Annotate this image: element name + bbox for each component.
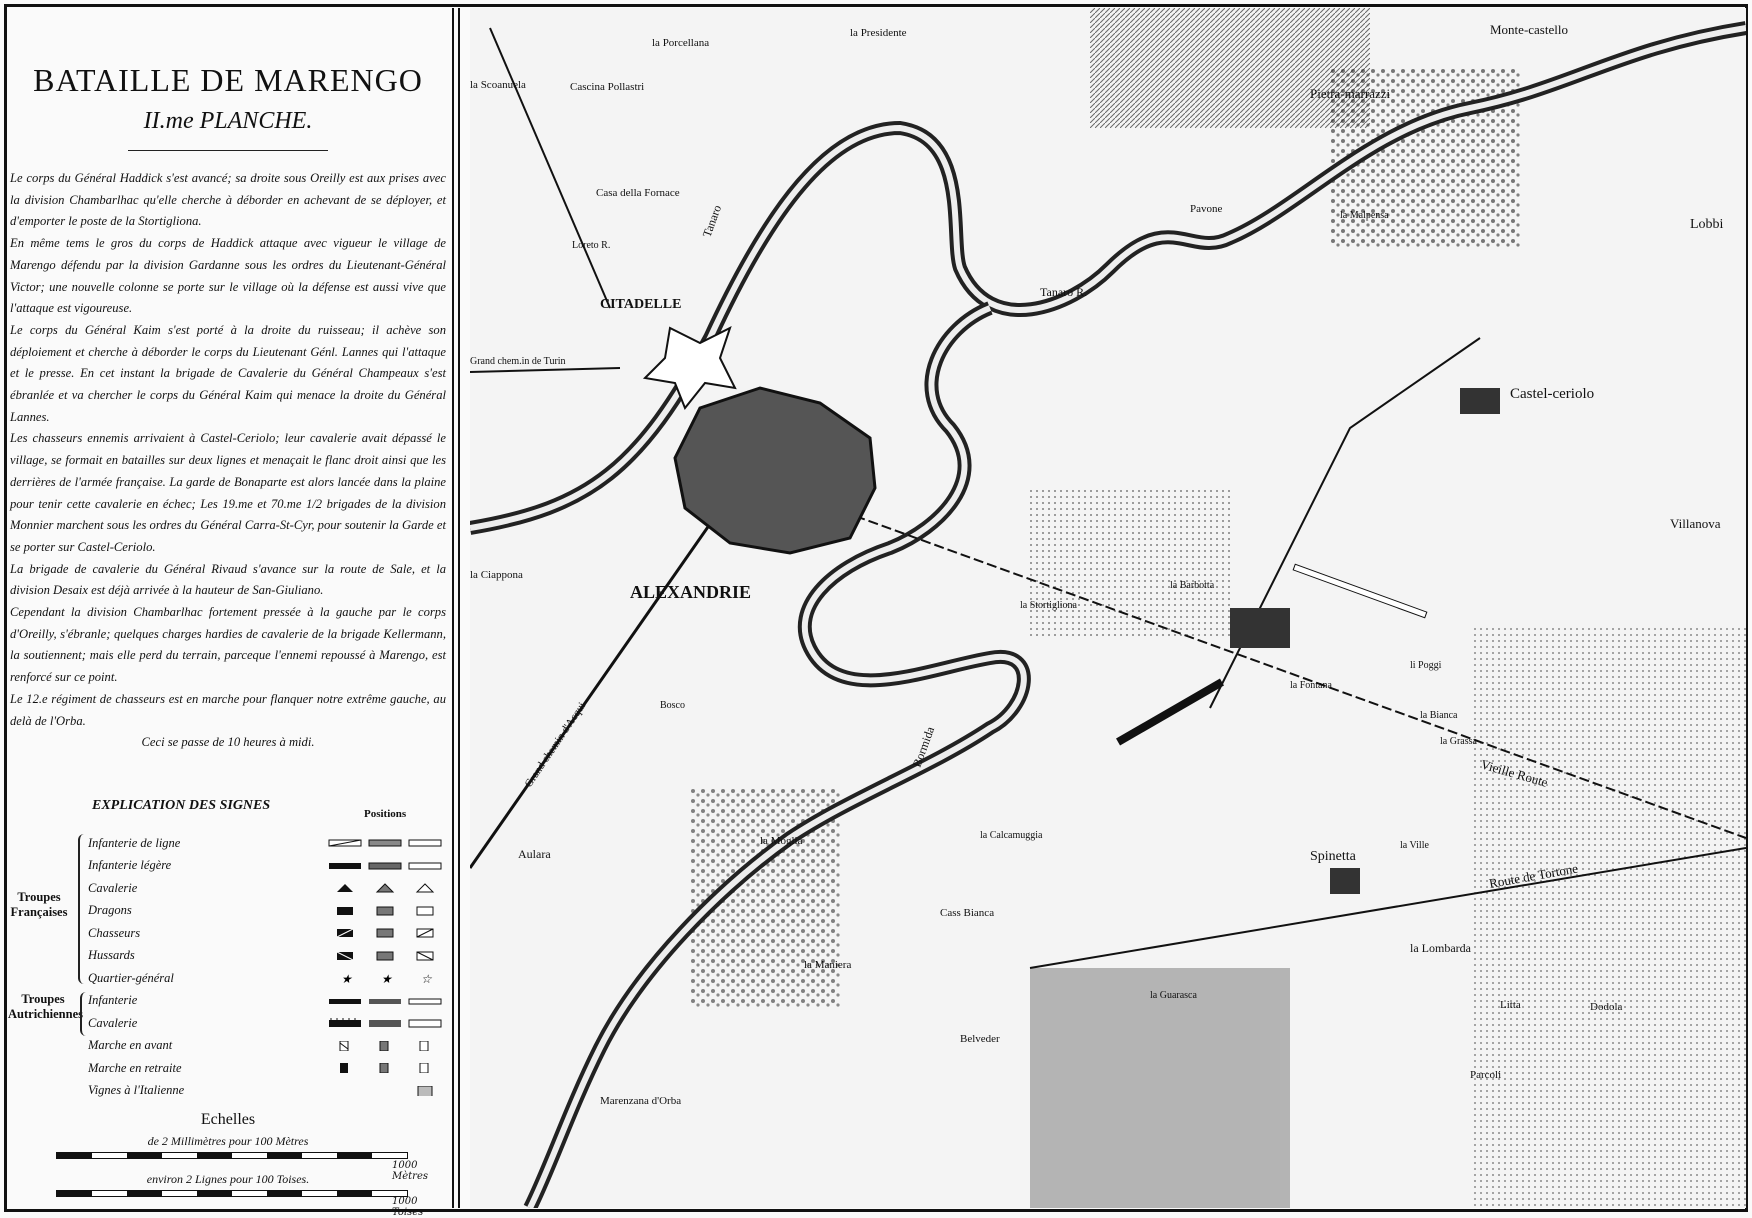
label-citadelle: CITADELLE	[600, 297, 682, 312]
line-infantry-icon	[368, 838, 402, 848]
legend-label: Chasseurs	[88, 925, 141, 940]
legend-brace-french	[78, 834, 88, 984]
legend-label: Hussards	[88, 948, 135, 963]
legend-title: EXPLICATION DES SIGNES	[92, 798, 271, 813]
label-spinetta: Spinetta	[1310, 849, 1356, 864]
label-la-malpensa: la Malpensa	[1340, 210, 1389, 221]
toises-scale-bar	[56, 1190, 408, 1197]
label-la-lombarda: la Lombarda	[1410, 941, 1471, 955]
cavalry-icon	[368, 883, 402, 893]
svg-text:★: ★	[381, 973, 392, 984]
map-subtitle: II.me PLANCHE.	[143, 108, 313, 134]
vineyard-plain	[1470, 628, 1746, 1208]
metric-scale-caption: de 2 Millimètres pour 100 Mètres	[147, 1134, 309, 1148]
hussars-icon	[408, 951, 442, 961]
narrative-paragraph: Ceci se passe de 10 heures à midi.	[141, 735, 315, 750]
legend-row-austrian-cavalry	[88, 1012, 448, 1035]
label-pavone: Pavone	[1190, 203, 1223, 215]
label-vieille-route: Vieille Route	[1479, 756, 1550, 790]
hussars-icon	[328, 951, 362, 961]
narrative-paragraph: Le corps du Général Kaim s'est porté à la droite du ruisseau; il achève son déploiement et cherche à déborder le corps du Lieutenant Génl. Lannes qui l'attaque et le presse. En cet instant la brigade de Cavalerie du Général Champeaux s'est ébranlée et va chercher le corps du Général Kaim qui menace la droite du Général Lannes.	[10, 322, 446, 424]
chasseurs-icon	[328, 928, 362, 938]
label-loreto: Loreto R.	[572, 240, 611, 251]
legend-row-headquarters	[88, 967, 448, 990]
legend-row-dragoons	[88, 900, 448, 923]
label-tanaro-r: Tanaro R.	[1040, 285, 1088, 299]
austrian-infantry-icon	[368, 996, 402, 1006]
title-rule	[128, 150, 328, 151]
label-pietra-marrazzi: Pietra-marrazzi	[1310, 86, 1391, 101]
legend-label: Infanterie de ligne	[88, 835, 181, 850]
legend-row-chasseurs	[88, 922, 448, 945]
label-belvedere: Belveder	[960, 1033, 1000, 1045]
retreat-arrow-icon	[328, 1063, 362, 1073]
battle-map	[470, 8, 1746, 1208]
label-la-stortigliona: la Stortigliona	[1020, 600, 1077, 611]
legend-label: Dragons	[88, 903, 132, 918]
legend-row-light-infantry	[88, 855, 448, 878]
legend-positions-header: Positions	[364, 808, 407, 820]
vines-icon	[408, 1086, 442, 1096]
svg-text:★: ★	[341, 973, 352, 984]
legend-row-austrian-infantry	[88, 990, 448, 1013]
label-la-ville: la Ville	[1400, 840, 1429, 851]
legend-row-advance	[88, 1035, 448, 1058]
star-icon	[328, 973, 362, 983]
metric-scale-end: 1000 Mètres	[392, 1160, 429, 1182]
label-la-ciappona: la Ciappona	[470, 569, 523, 581]
legend-label: Infanterie légère	[88, 858, 172, 873]
legend-row-vines	[88, 1080, 448, 1103]
legend-label: Quartier-général	[88, 970, 174, 985]
light-infantry-icon	[408, 861, 442, 871]
panel-divider	[452, 8, 460, 1208]
label-dodola: Dodola	[1590, 1001, 1623, 1013]
austrian-infantry-icon	[408, 996, 442, 1006]
svg-text:☆: ☆	[421, 973, 432, 984]
legend-label: Infanterie	[88, 993, 138, 1008]
label-cascina-pollastri: Cascina Pollastri	[570, 81, 645, 93]
spinetta-village	[1330, 868, 1360, 894]
label-grand-chemin-turin: Grand chem.in de Turin	[470, 356, 566, 367]
retreat-arrow-icon	[408, 1063, 442, 1073]
label-castel-ceriolo: Castel-ceriolo	[1510, 386, 1595, 402]
label-cass-bianca: Cass Bianca	[940, 907, 995, 919]
label-la-barbotta: la Barbotta	[1170, 580, 1215, 591]
austrian-cavalry-icon	[368, 1018, 402, 1028]
map-drawing	[470, 8, 1746, 1208]
label-alexandrie: ALEXANDRIE	[630, 582, 752, 602]
dragoons-icon	[368, 906, 402, 916]
metric-scale-bar	[56, 1152, 408, 1159]
castelceriolo-village	[1460, 388, 1500, 414]
map-title: BATAILLE DE MARENGO	[33, 62, 423, 98]
label-la-grassa: la Grassa	[1440, 736, 1477, 747]
label-marenzana: Marenzana d'Orba	[600, 1095, 682, 1107]
legend-label: Marche en retraite	[88, 1060, 182, 1075]
label-grand-chemin-acqui: Grand chemin d'Acqui	[522, 700, 589, 790]
austrian-cavalry-icon	[408, 1018, 442, 1028]
narrative-paragraph: Cependant la division Chambarlhac fortement pressée à la gauche par le corps d'Oreilly, s'ébranle; quelques charges hardies de cavalerie de la brigade Kellermann, la soutiennent; mais elle perd du terrain, parceque l'ennemi repoussé à Marengo, est renforcé sur ce point.	[10, 605, 446, 685]
toises-scale-end: 1000 Toises	[392, 1196, 424, 1218]
marengo-village	[1230, 608, 1290, 648]
toises-scale-caption: environ 2 Lignes pour 100 Toises.	[146, 1172, 310, 1186]
narrative-paragraph: En même tems le gros du corps de Haddick attaque avec vigueur le village de Marengo défendu par la division Gardanne sous les ordres du Lieutenant-Général Victor; une nouvelle colonne se porte sur le village où la défense est aussi vive que l'attaque est vigoureuse.	[10, 236, 446, 316]
label-la-moglia: la Moglia	[760, 835, 803, 847]
label-la-porcellana: la Porcellana	[652, 37, 710, 49]
label-casa-della-fornace: Casa della Fornace	[596, 187, 680, 199]
star-icon	[408, 973, 442, 983]
label-litta: Litta	[1500, 999, 1521, 1011]
retreat-arrow-icon	[368, 1063, 402, 1073]
legend-group-french: Troupes Françaises	[10, 890, 68, 919]
label-la-scoanuela: la Scoanuela	[470, 79, 526, 91]
label-monte-castello: Monte-castello	[1490, 22, 1568, 37]
label-lobbi: Lobbi	[1690, 217, 1724, 232]
label-bosco: Bosco	[660, 700, 685, 711]
hussars-icon	[368, 951, 402, 961]
label-route-tortone: Route de Tortone	[1487, 860, 1579, 891]
battle-narrative	[10, 168, 446, 754]
chasseurs-icon	[368, 928, 402, 938]
cavalry-icon	[408, 883, 442, 893]
label-la-presidente: la Presidente	[850, 27, 907, 39]
label-la-guarasca: la Guarasca	[1150, 990, 1197, 1001]
scales-title: Echelles	[200, 1111, 256, 1128]
chasseurs-icon	[408, 928, 442, 938]
legend-label: Cavalerie	[88, 1015, 138, 1030]
dragoons-icon	[328, 906, 362, 916]
cavalry-icon	[328, 883, 362, 893]
dragoons-icon	[408, 906, 442, 916]
label-la-bianca: la Bianca	[1420, 710, 1458, 721]
vineyard-centre	[1030, 488, 1230, 638]
title-panel	[8, 10, 448, 1218]
legend-label: Marche en avant	[88, 1038, 173, 1053]
austrian-infantry-icon	[328, 996, 362, 1006]
label-la-maniera: la Maniera	[804, 959, 852, 971]
advance-arrow-icon	[328, 1041, 362, 1051]
legend-row-line-infantry	[88, 832, 448, 855]
star-icon	[368, 973, 402, 983]
label-parcoli: Parcoli	[1470, 1069, 1502, 1081]
hills-north	[1090, 8, 1370, 128]
legend-row-hussars	[88, 945, 448, 968]
austrian-cavalry-icon	[328, 1018, 362, 1028]
legend-row-retreat	[88, 1057, 448, 1080]
legend-label: Cavalerie	[88, 880, 138, 895]
label-fontana: la Fontana	[1290, 680, 1332, 691]
line-infantry-icon	[328, 838, 362, 848]
label-bormida: Bormida	[909, 724, 938, 770]
label-aulara: Aulara	[518, 847, 551, 861]
legend-group-austrian: Troupes Autrichiennes	[8, 992, 83, 1021]
label-il-poggi: li Poggi	[1410, 660, 1442, 671]
narrative-paragraph: Le corps du Général Haddick s'est avancé; sa droite sous Oreilly est aux prises avec la division Chambarlhac qu'elle cherche à déborder en achevant de se déployer, et d'emporter le poste de la Stortigliona.	[10, 171, 446, 229]
legend-label: Vignes à l'Italienne	[88, 1083, 185, 1098]
advance-arrow-icon	[408, 1041, 442, 1051]
light-infantry-icon	[328, 861, 362, 871]
label-la-calcamuggia: la Calcamuggia	[980, 830, 1043, 841]
label-tanaro: Tanaro	[699, 203, 725, 240]
narrative-paragraph: La brigade de cavalerie du Général Rivaud s'avance sur la route de Sale, et la division Desaix est déjà arrivée à la hauteur de San-Giuliano.	[10, 561, 446, 598]
label-villanova: Villanova	[1670, 516, 1721, 531]
woods-south	[1030, 968, 1290, 1208]
legend-row-cavalry	[88, 877, 448, 900]
narrative-paragraph: Les chasseurs ennemis arrivaient à Castel-Ceriolo; leur cavalerie avait dépassé le village, se formait en batailles sur deux lignes et menaçait le flanc droit ainsi que les derrières de l'armée française. La garde de Bonaparte est alors lancée dans la plaine pour tenir cette cavalerie en échec; Les 19.me et 70.me 1/2 brigades de la division Monnier marchent sous les ordres du Général Carra-St-Cyr, pour soutenir la Garde et se porter sur Castel-Ceriolo.	[10, 431, 446, 554]
line-infantry-icon	[408, 838, 442, 848]
advance-arrow-icon	[368, 1041, 402, 1051]
legend-rows	[88, 832, 448, 1102]
narrative-paragraph: Le 12.e régiment de chasseurs est en marche pour flanquer notre extrême gauche, au delà de l'Orba.	[10, 691, 446, 728]
light-infantry-icon	[368, 861, 402, 871]
